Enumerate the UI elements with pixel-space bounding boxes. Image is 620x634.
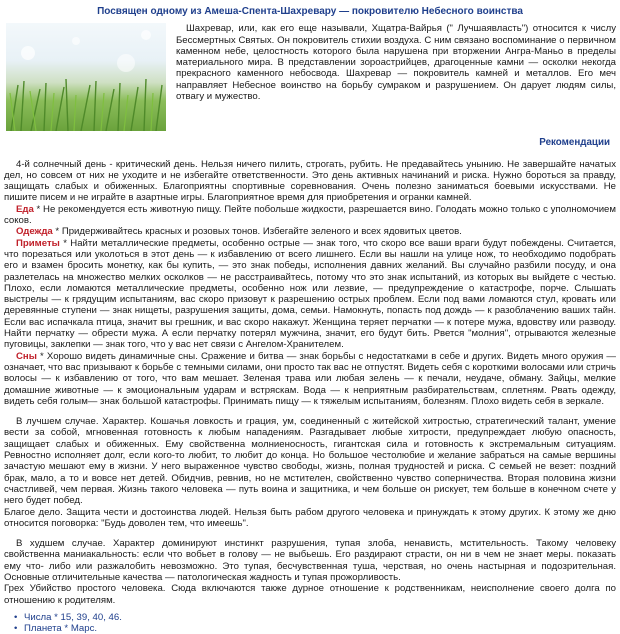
good-deed-text: Благое дело. Защита чести и достоинства людей. Нельзя быть рабом другого человека и принуждать к этому других. К этому же дню относится поговорка: "Будь доволен тем, что имеешь". bbox=[4, 506, 616, 529]
omens-label: Приметы bbox=[16, 237, 60, 249]
food-label: Еда bbox=[16, 203, 34, 215]
recommendations-heading: Рекомендации bbox=[539, 137, 610, 149]
food-paragraph bbox=[4, 204, 616, 227]
dreams-paragraph bbox=[4, 351, 616, 407]
clothes-paragraph bbox=[4, 226, 616, 237]
list-item-numbers: • Числа * 15, 39, 40, 46. bbox=[24, 612, 616, 623]
clothes-text: * Придерживайтесь красных и розовых тонов. Избегайте зеленого и всех ядовитых цветов. bbox=[52, 226, 462, 238]
dreams-label: Сны bbox=[16, 350, 37, 362]
recommendations-body bbox=[4, 159, 616, 634]
grass-sky-image bbox=[6, 23, 166, 131]
best-case-text: В лучшем случае. Характер. Кошачья ловкость и грация, ум, соединенный с житейской хитростью, стратегический талант, умение вести за собой, мгновенная готовность к любым нападениям. Разгадывает любые хитрости, предупреждает любую опасность, защищает слабых и обиженных. Ему свойственна молниеносность, гигантская сила и готовность к экстремальным ситуациям. Ревностно исполняет долг, если кого-то любит, то любит до конца. Но большое честолюбие и желание забраться на самые вершины зачастую мешают ему в жизни. У него выраженное чувство свободы, жизнь, полная трудностей и риска. С семьей не везет: поздний брак, мало, а то и вовсе нет детей. Обидчив, ревнив, но не мстителен, свойственно чувство соперничества. Вторая половина жизни счастливей, чем первая. Жизнь такого человека — путь воина и защитника, и чем больше он рискует, тем больше в конечном счете у него будет побед. bbox=[4, 416, 616, 507]
clothes-label: Одежда bbox=[16, 226, 53, 238]
intro-text: Шахревар, или, как его еще называли, Хщатра-Вайрья (" Лучшаявласть") относится к числу Бессмертных Святых. Он покровитель стихии воздуха. С ним связано воспоминание о первичном каменном небе, целостность которого была нарушена при вторжении Ангра-Маньо в пределы материального мира. В представлении зороастрийцев, драгоценные камни — осколки некогда прекрасного каменного небосвода. Шахревар — покровитель камней и металлов. Его меч направляет Небесное воинство на борьбу сумраком и разрушением. Он дарует людям силы, отвагу и мужество. bbox=[176, 23, 616, 103]
intro-section bbox=[4, 23, 616, 133]
food-text: * Не рекомендуется есть животную пищу. Пейте побольше жидкости, разрешается вино. Голодать можно только с уполномочием соков. bbox=[4, 203, 616, 227]
page-title: Посвящен одному из Амеша-Спента-Шахревару — покровителю Небесного воинства bbox=[97, 6, 523, 17]
sin-text: Грех Убийство простого человека. Сюда включаются также дурное отношение к родственникам, неисполнение своего долга по отношению к родителям. bbox=[4, 583, 616, 606]
omens-text: * Найти металлические предметы, особенно острые — знак того, что скоро все ваши враги будут побеждены. Считается, что порезаться или уколоться в этот день — к избавлению от всего лишнего. Если вы нашли на улице нож, то необходимо подобрать его и взамен бросить монетку, как бы купить, — это знак победы, исполнения давних желаний. Вы случайно разбили посуду, и она разлетелась на множество мелких осколков — не расстраивайтесь, потому что это знак испытаний, из которых вы выйдете с честью. Плохо, если ломаются металлические предметы, особенно нож или лезвие, — предупреждение о катастрофе, порче. Слышать выстрелы — к грядущим испытаниям, вас скоро призовут к разрешению острых проблем. Если под вами ломаются стул, кровать или деревянные ступени — знак нищеты, разрушения защиты, дома, семьи. Намокнуть, попасть под дождь — к разоблачению ваших тайн. Если вас испачкала птица, значит вы грешник, и вас скоро накажут. Женщина теряет перчатки — к потере мужа, вдовству или разводу. Найти перчатку — обрести мужа. А если перчатку потерял мужчина, значит, его будут бить. Рвется "молния", отрываются железные пуговицы, заклепки — знак того, что у вас нет связи с Ангелом-Хранителем. bbox=[4, 237, 616, 351]
omens-paragraph bbox=[4, 238, 616, 351]
worst-case-text: В худшем случае. Характер доминируют инстинкт разрушения, тупая злоба, ненависть, мстительность. Такому человеку свойственна маниакальность: если что вобьет в голову — не выбьешь. Его раздирают страсти, он ни в чем не знает меры. показать ему что- либо или разжалобить невозможно. Это тупая, бесчувственная туша, черствая, но очень настырная и подозрительная. Основные отличительные качества — патологическая жадность и тупая прожорливость. bbox=[4, 538, 616, 583]
facts-list bbox=[4, 612, 616, 634]
dreams-text: * Хорошо видеть динамичные сны. Сражение и битва — знак борьбы с недостатками в себе и других. Видеть много оружия — означает, что вас призывают к борьбе с темными силами, они просто так вас не отпустят. Видеть себя с короткими волосами или стричь волосы — к избавлению от того, что вам мешает. Зеленая трава или любая зелень — к печали, неудаче, обману. Зайцы, мелкие домашние животные — к эмоциональным ударам и встряскам. Вода — к неприятным разбирательствам, сплетням. Рвать одежду, видеть себя голым— знак большой катастрофы. Принимать пищу — к тяжелым испытаниям, болезням. Плохо видеть себя в зеркале. bbox=[4, 350, 616, 407]
day-description: 4-й солнечный день - критический день. Нельзя ничего пилить, строгать, рубить. Не предавайтесь унынию. Не завершайте начатых дел, но совсем от них не уходите и не избегайте ответственности. Это день активных начинаний и риска. Нужно бороться за правду, защищать слабых и обиженных. Благоприятны спортивные соревнования. Очень полезно заниматься боевыми искусствами. Не пишите писем и не играйте в азартные игры. Благоприятное время для приобретения и огранки камней. bbox=[4, 158, 616, 204]
list-item-planet: • Планета * Марс. bbox=[24, 623, 616, 634]
grass-illustration bbox=[6, 23, 166, 131]
